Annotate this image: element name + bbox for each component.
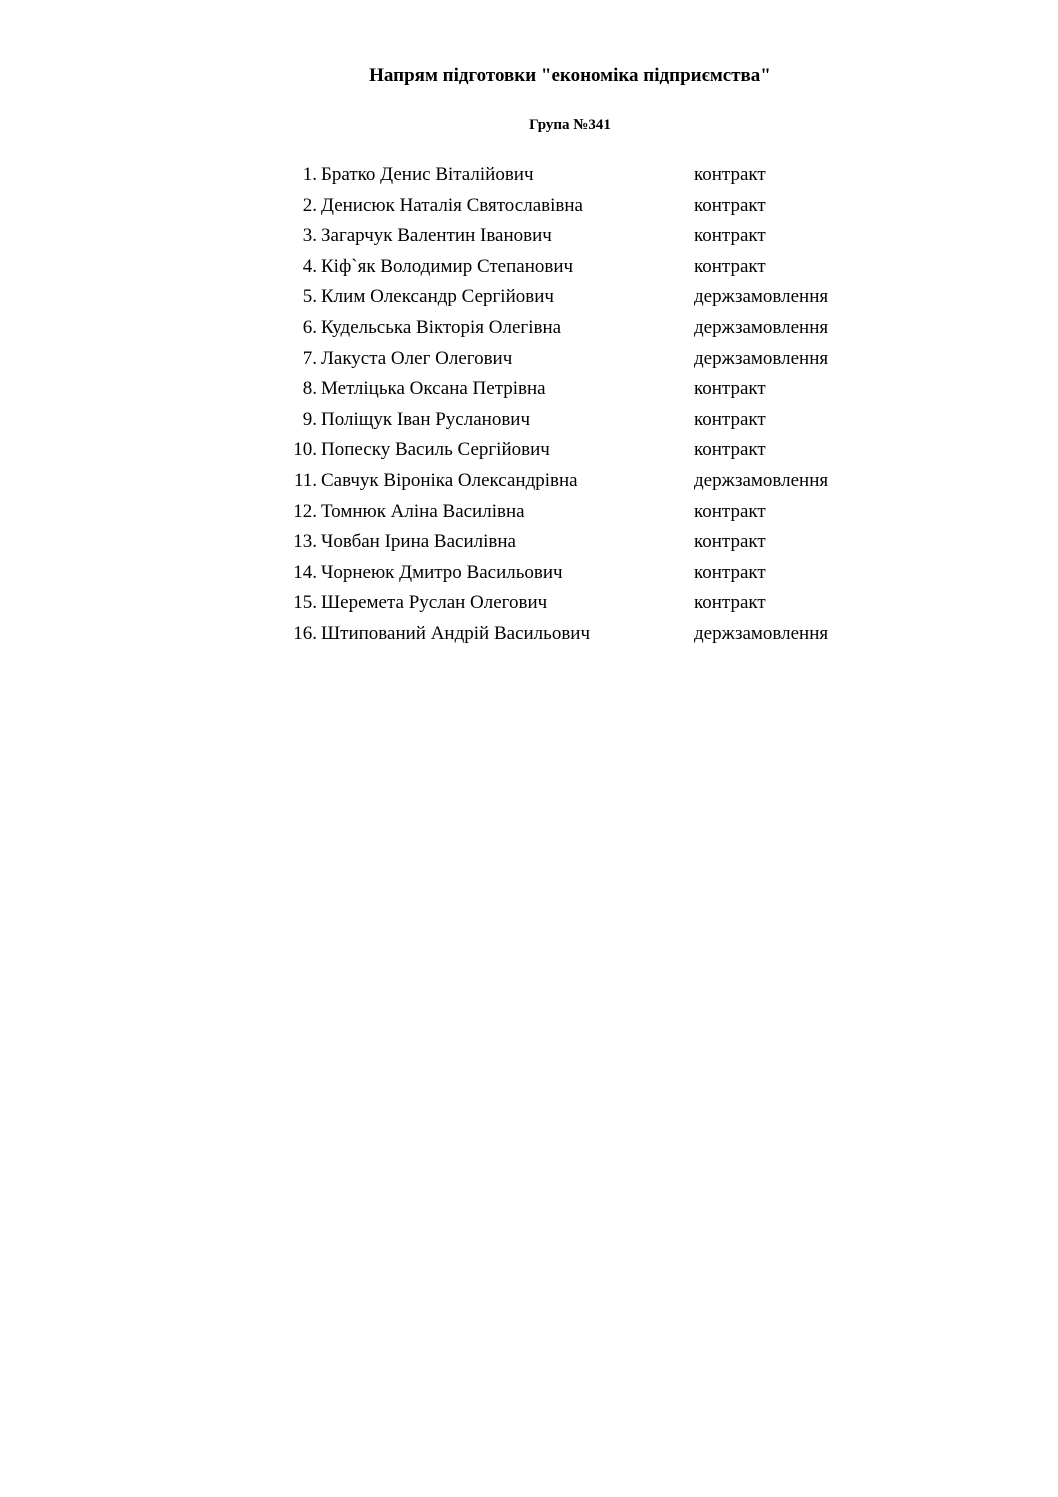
- student-number: 6.: [302, 316, 317, 338]
- funding-status: контракт: [694, 378, 766, 400]
- student-number: 9.: [302, 408, 317, 430]
- student-name: Клим Олександр Сергійович: [321, 286, 554, 308]
- funding-status: держзамовлення: [694, 622, 829, 644]
- group-heading: Група №341: [529, 117, 611, 133]
- funding-status: контракт: [694, 592, 766, 614]
- student-number: 12.: [293, 500, 317, 522]
- funding-status: контракт: [694, 164, 766, 185]
- student-list: [270, 160, 890, 650]
- student-number: 7.: [302, 347, 317, 369]
- student-name: Метліцька Оксана Петрівна: [321, 378, 546, 400]
- funding-status: контракт: [694, 500, 766, 522]
- student-row: [270, 313, 890, 344]
- funding-status: контракт: [694, 255, 766, 277]
- student-number: 4.: [302, 255, 317, 277]
- student-number: 13.: [293, 531, 317, 553]
- student-number: 14.: [293, 561, 317, 583]
- document-title: Напрям підготовки "економіка підприємства": [369, 65, 771, 86]
- student-name: Братко Денис Віталійович: [321, 164, 534, 185]
- student-name: Загарчук Валентин Іванович: [321, 225, 552, 247]
- student-number: 16.: [293, 622, 317, 644]
- student-row: [270, 619, 890, 650]
- student-name: Човбан Ірина Василівна: [321, 531, 516, 553]
- student-row: [270, 558, 890, 589]
- student-name: Поліщук Іван Русланович: [321, 408, 531, 430]
- student-row: [270, 374, 890, 405]
- funding-status: контракт: [694, 194, 766, 216]
- student-row: [270, 405, 890, 436]
- student-row: [270, 588, 890, 619]
- student-row: [270, 221, 890, 252]
- student-row: [270, 527, 890, 558]
- student-row: [270, 282, 890, 313]
- student-row: [270, 466, 890, 497]
- student-name: Кудельська Вікторія Олегівна: [321, 316, 562, 338]
- student-name: Штипований Андрій Васильович: [321, 622, 591, 644]
- student-number: 5.: [302, 286, 317, 308]
- student-row: [270, 497, 890, 528]
- student-name: Лакуста Олег Олегович: [321, 347, 513, 369]
- funding-status: держзамовлення: [694, 316, 829, 338]
- student-number: 3.: [302, 225, 317, 247]
- student-name: Чорнеюк Дмитро Васильович: [321, 561, 563, 583]
- student-number: 15.: [293, 592, 317, 614]
- funding-status: держзамовлення: [694, 347, 829, 369]
- student-number: 8.: [302, 378, 317, 400]
- student-row: [270, 191, 890, 222]
- funding-status: контракт: [694, 408, 766, 430]
- student-number: 11.: [293, 469, 317, 491]
- student-number: 2.: [302, 194, 317, 216]
- student-name: Кіф`як Володимир Степанович: [321, 255, 574, 277]
- student-name: Денисюк Наталія Святославівна: [321, 194, 583, 216]
- student-row: [270, 160, 890, 191]
- funding-status: контракт: [694, 561, 766, 583]
- student-row: [270, 252, 890, 283]
- student-row: [270, 344, 890, 375]
- student-name: Шеремета Руслан Олегович: [321, 592, 548, 614]
- student-name: Попеску Василь Сергійович: [321, 439, 550, 461]
- funding-status: держзамовлення: [694, 286, 829, 308]
- funding-status: контракт: [694, 439, 766, 461]
- funding-status: контракт: [694, 225, 766, 247]
- student-number: 10.: [293, 439, 317, 461]
- funding-status: контракт: [694, 531, 766, 553]
- student-row: [270, 435, 890, 466]
- student-name: Томнюк Аліна Василівна: [321, 500, 525, 522]
- funding-status: держзамовлення: [694, 469, 829, 491]
- student-number: 1.: [302, 164, 317, 185]
- student-name: Савчук Віроніка Олександрівна: [321, 469, 578, 491]
